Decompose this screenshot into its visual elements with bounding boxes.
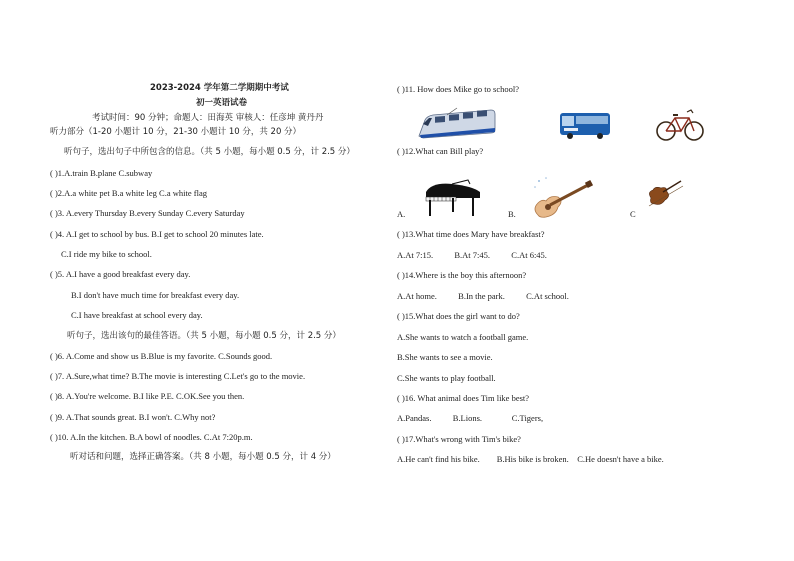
section1-instruction: 听句子，选出句子中所包含的信息。（共 5 小题，每小题 0.5 分，计 2.5 分） — [64, 147, 355, 157]
question-15: ( )15.What does the girl want to do? — [397, 311, 520, 321]
question-15-option-b: B.She wants to see a movie. — [397, 352, 493, 362]
violin-icon — [645, 178, 687, 208]
section3-instruction: 听对话和问题，选择正确答案。（共 8 小题，每小题 0.5 分，计 4 分） — [70, 452, 336, 462]
question-12-label-a: A. — [397, 209, 406, 219]
question-3: ( )3. A.every Thursday B.every Sunday C.every Saturday — [50, 208, 245, 218]
question-12-label-b: B. — [508, 209, 516, 219]
question-4: ( )4. A.I get to school by bus. B.I get to school 20 minutes late. — [50, 229, 264, 239]
question-16: ( )16. What animal does Tim like best? — [397, 393, 530, 403]
question-14-options: A.At home. B.In the park. C.At school. — [397, 291, 569, 301]
bicycle-icon — [655, 104, 705, 144]
question-2: ( )2.A.a white pet B.a white leg C.a white flag — [50, 188, 207, 198]
exam-title: 2023-2024 学年第二学期期中考试 — [150, 83, 289, 93]
question-10: ( )10. A.In the kitchen. B.A bowl of noodles. C.At 7:20p.m. — [50, 432, 253, 442]
section2-instruction: 听句子，选出该句的最佳答语。（共 5 小题，每小题 0.5 分，计 2.5 分） — [67, 331, 341, 341]
question-14: ( )14.Where is the boy this afternoon? — [397, 270, 527, 280]
question-1: ( )1.A.train B.plane C.subway — [50, 168, 153, 178]
question-12-label-c: C — [630, 209, 636, 219]
question-15-option-a: A.She wants to watch a football game. — [397, 332, 529, 342]
exam-subtitle: 初一英语试卷 — [196, 98, 248, 108]
question-9: ( )9. A.That sounds great. B.I won't. C.Why not? — [50, 412, 216, 422]
question-7: ( )7. A.Sure,what time? B.The movie is interesting C.Let's go to the movie. — [50, 371, 306, 381]
question-17: ( )17.What's wrong with Tim's bike? — [397, 434, 521, 444]
exam-info: 考试时间：90 分钟；命题人：田海英 审核人：任彦坤 黄丹丹 — [92, 113, 324, 123]
question-13-options: A.At 7:15. B.At 7:45. C.At 6:45. — [397, 250, 547, 260]
guitar-icon — [530, 175, 596, 219]
question-4-option-c: C.I ride my bike to school. — [61, 249, 152, 259]
question-5-option-c: C.I have breakfast at school every day. — [71, 310, 203, 320]
question-12: ( )12.What can Bill play? — [397, 146, 484, 156]
question-5: ( )5. A.I have a good breakfast every day. — [50, 269, 191, 279]
question-5-option-b: B.I don't have much time for breakfast every day. — [71, 290, 240, 300]
question-13: ( )13.What time does Mary have breakfast? — [397, 229, 545, 239]
question-16-options: A.Pandas. B.Lions. C.Tigers, — [397, 413, 544, 423]
question-6: ( )6. A.Come and show us B.Blue is my favorite. C.Sounds good. — [50, 351, 273, 361]
piano-icon — [422, 178, 484, 218]
listening-section-heading: 听力部分（1-20 小题计 10 分，21-30 小题计 10 分，共 20 分） — [50, 127, 302, 137]
bus-icon — [558, 110, 612, 140]
question-15-option-c: C.She wants to play football. — [397, 373, 496, 383]
question-8: ( )8. A.You're welcome. B.I like P.E. C.OK.See you then. — [50, 391, 245, 401]
question-17-options: A.He can't find his bike. B.His bike is broken. C.He doesn't have a bike. — [397, 454, 664, 464]
question-11: ( )11. How does Mike go to school? — [397, 84, 519, 94]
train-icon — [417, 106, 497, 142]
